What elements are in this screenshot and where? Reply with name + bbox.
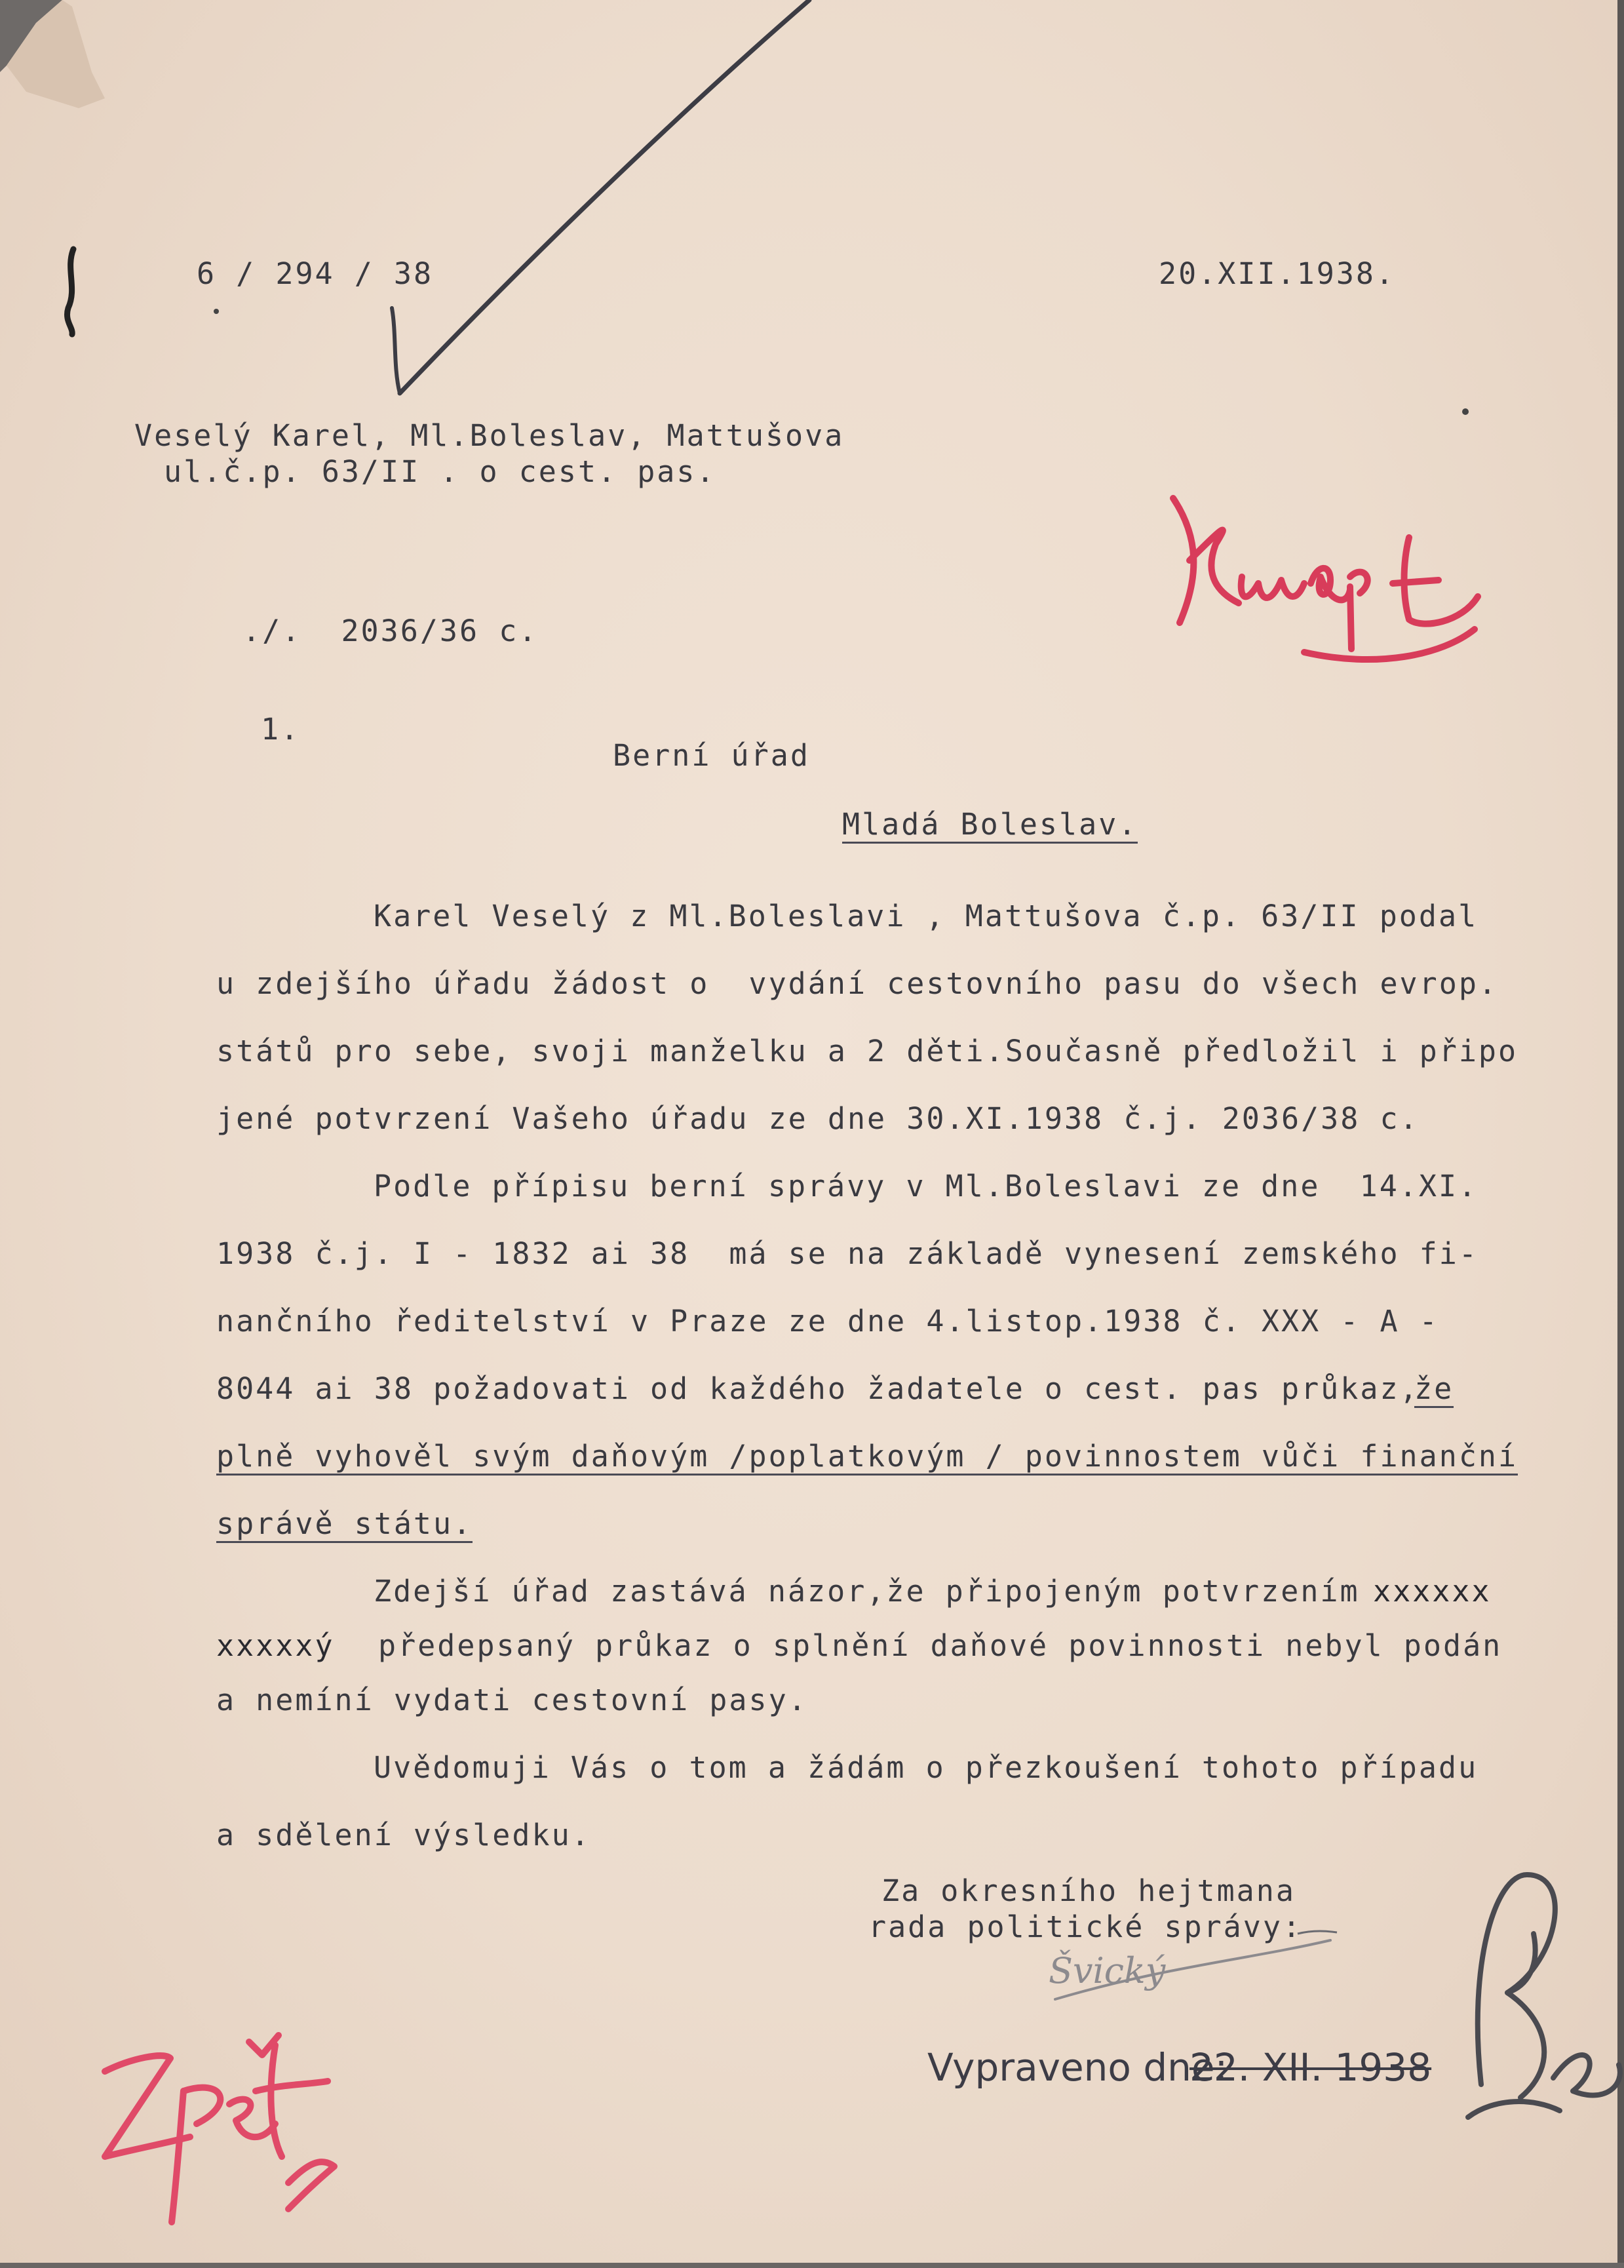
document-date: 20.XII.1938. [1159, 256, 1396, 291]
body-line: Zdejší úřad zastává názor,že připojeným potvrzením [374, 1574, 1360, 1609]
dispatch-stamp-date: 22. XII. 1938 [1189, 2045, 1432, 2090]
body-underlined-line: plně vyhověl svým daňovým /poplatkovým / povinnostem vůči finanční [216, 1441, 1518, 1476]
body-line: Uvědomuji Vás o tom a žádám o přezkoušení tohoto případu [374, 1750, 1479, 1785]
pencil-strike [1055, 1940, 1330, 1999]
body-underlined-line: správě státu. [216, 1509, 473, 1543]
body-line: a sdělení výsledku. [216, 1818, 591, 1852]
subject-line-1: Veselý Karel, Ml.Boleslav, Mattušova [134, 418, 845, 453]
body-line: předepsaný průkaz o splnění daňové povinnosti nebyl podán [378, 1628, 1503, 1663]
related-reference: ./. 2036/36 c. [242, 614, 539, 648]
body-line: a nemíní vydati cestovní pasy. [216, 1683, 808, 1717]
ink-dot [214, 309, 219, 314]
body-underlined-start: že [1414, 1374, 1454, 1408]
dispatch-stamp-label: Vypraveno dne: [927, 2045, 1228, 2090]
body-line: států pro sebe, svoji manželku a 2 děti.Současně předložil i připo [216, 1034, 1518, 1068]
addressee-city: Mladá Boleslav. [842, 810, 1138, 844]
ink-dot [1462, 408, 1469, 415]
addressee-office: Berní úřad [613, 738, 810, 773]
signature-line-2: rada politické správy: [868, 1909, 1303, 1944]
body-line: Podle přípisu berní správy v Ml.Boleslavi ze dne 14.XI. [374, 1169, 1479, 1203]
body-line: Karel Veselý z Ml.Boleslavi , Mattušova č.p. 63/II podal [374, 899, 1479, 933]
body-line: 8044 ai 38 požadovati od každého žadatele o cest. pas průkaz, [216, 1371, 1420, 1406]
subject-line-2: ul.č.p. 63/II . o cest. pas. [164, 454, 716, 489]
struck-out-text: xxxxxý [216, 1628, 335, 1663]
signature-line-1: Za okresního hejtmana [881, 1873, 1296, 1908]
item-number: 1. [261, 712, 301, 747]
struck-out-text: xxxxxx [1373, 1574, 1492, 1609]
body-line: nančního ředitelství v Praze ze dne 4.listop.1938 č. XXX - A - [216, 1304, 1439, 1339]
pencil-signature [1468, 1875, 1620, 2117]
pencil-name: Švický [1049, 1950, 1166, 1991]
body-line: u zdejšího úřadu žádost o vydání cestovního pasu do všech evrop. [216, 966, 1498, 1001]
red-pencil-note [105, 2035, 334, 2222]
body-line: 1938 č.j. I - 1832 ai 38 má se na základě vynesení zemského fi- [216, 1236, 1479, 1271]
body-line: jené potvrzení Vašeho úřadu ze dne 30.XI.1938 č.j. 2036/38 c. [216, 1101, 1420, 1136]
file-number: 6 / 294 / 38 [197, 256, 434, 291]
red-pencil-signature [1173, 498, 1478, 659]
